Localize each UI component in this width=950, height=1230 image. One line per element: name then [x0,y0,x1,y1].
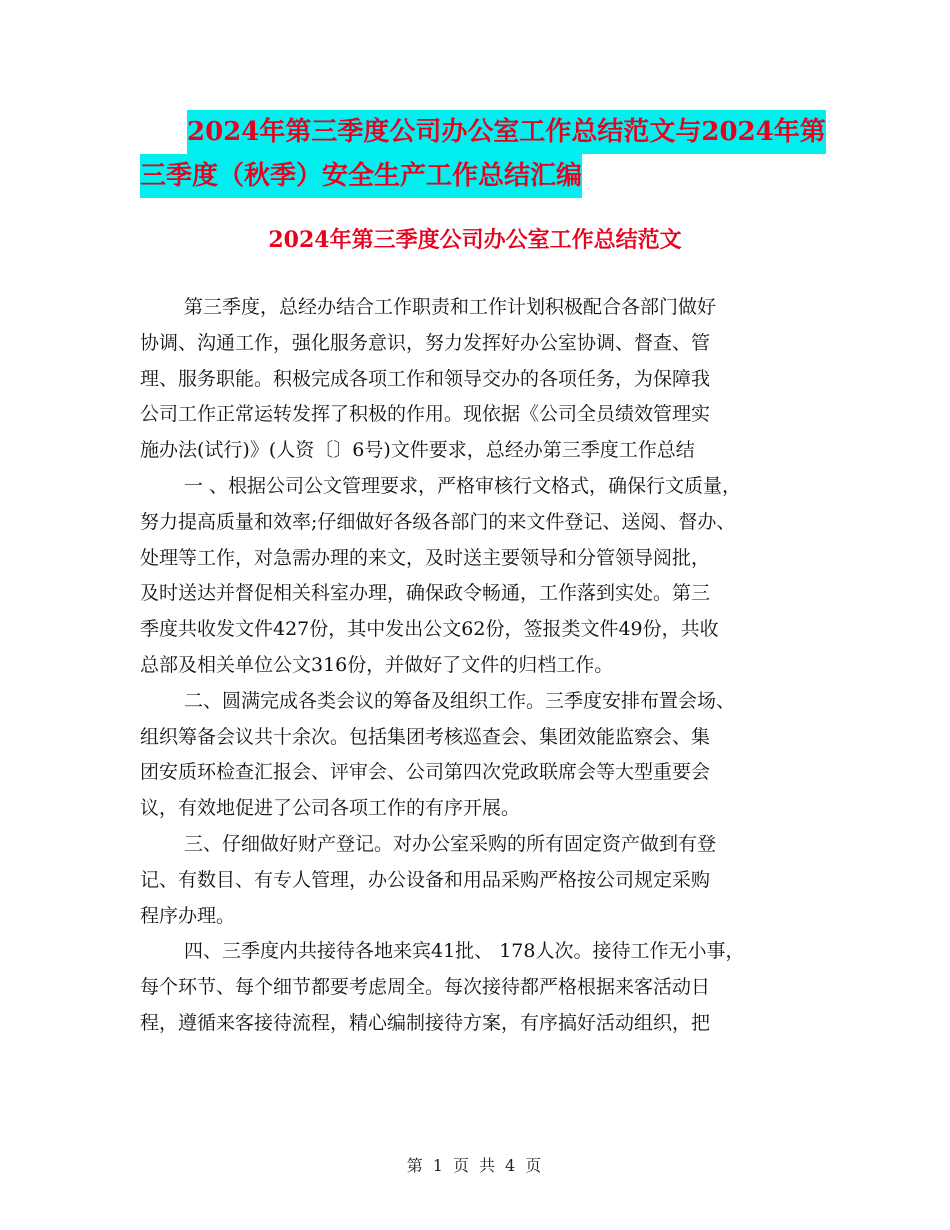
footer-word: 第 [406,1156,425,1175]
text-line: 二、圆满完成各类会议的筹备及组织工作。三季度安排布置会场、 [184,689,736,712]
text-line: 总部及相关单位公文316份，并做好了文件的归档工作。 [140,653,614,676]
document-title [140,110,840,198]
footer-word: 页 [525,1156,544,1175]
current-page-number: 1 [432,1156,445,1175]
text-line: 程序办理。 [140,904,236,927]
text-line: 努力提高质量和效率;仔细做好各级各部门的来文件登记、送阅、督办、 [140,510,736,533]
text-line: 四、三季度内共接待各地来宾41批、 178人次。接待工作无小事， [184,940,745,963]
text-line: 第三季度，总经办结合工作职责和工作计划积极配合各部门做好 [184,296,717,318]
text-line: 协调、沟通工作，强化服务意识，努力发挥好办公室协调、督查、管 [140,331,711,354]
page-footer [0,1153,950,1176]
footer-word: 共 [479,1156,498,1175]
footer-word: 页 [452,1156,471,1175]
text-line: 一 、根据公司公文管理要求，严格审核行文格式，确保行文质量， [184,474,742,497]
text-line: 议，有效地促进了公司各项工作的有序开展。 [140,797,521,820]
text-line: 公司工作正常运转发挥了积极的作用。现依据《公司全员绩效管理实 [140,403,711,426]
text-line: 施办法(试行)》(人资〔〕6号)文件要求，总经办第三季度工作总结 [140,439,695,462]
title-line-1: 2024年第三季度公司办公室工作总结范文与2024年第 [187,110,826,154]
text-line: 三、仔细做好财产登记。对办公室采购的所有固定资产做到有登 [184,832,717,855]
text-line: 组织筹备会议共十余次。包括集团考核巡查会、集团效能监察会、集 [140,725,711,748]
text-line: 程，遵循来客接待流程，精心编制接待方案，有序搞好活动组织，把 [140,1011,711,1034]
section-subtitle: 2024年第三季度公司办公室工作总结范文 [268,227,682,253]
title-line-2: 三季度（秋季）安全生产工作总结汇编 [140,154,582,198]
text-line: 及时送达并督促相关科室办理，确保政令畅通，工作落到实处。第三 [140,582,711,605]
text-line: 团安质环检查汇报会、评审会、公司第四次党政联席会等大型重要会 [140,761,711,784]
text-line: 记、有数目、有专人管理，办公设备和用品采购严格按公司规定采购 [140,868,711,891]
text-line: 季度共收发文件427份，其中发出公文62份，签报类文件49份，共收 [140,618,719,641]
body-text [140,290,830,1042]
total-page-number: 4 [505,1156,518,1175]
text-line: 理、服务职能。积极完成各项工作和领导交办的各项任务，为保障我 [140,367,711,390]
text-line: 处理等工作，对急需办理的来文，及时送主要领导和分管领导阅批， [140,546,711,569]
text-line: 每个环节、每个细节都要考虑周全。每次接待都严格根据来客活动日 [140,976,711,999]
